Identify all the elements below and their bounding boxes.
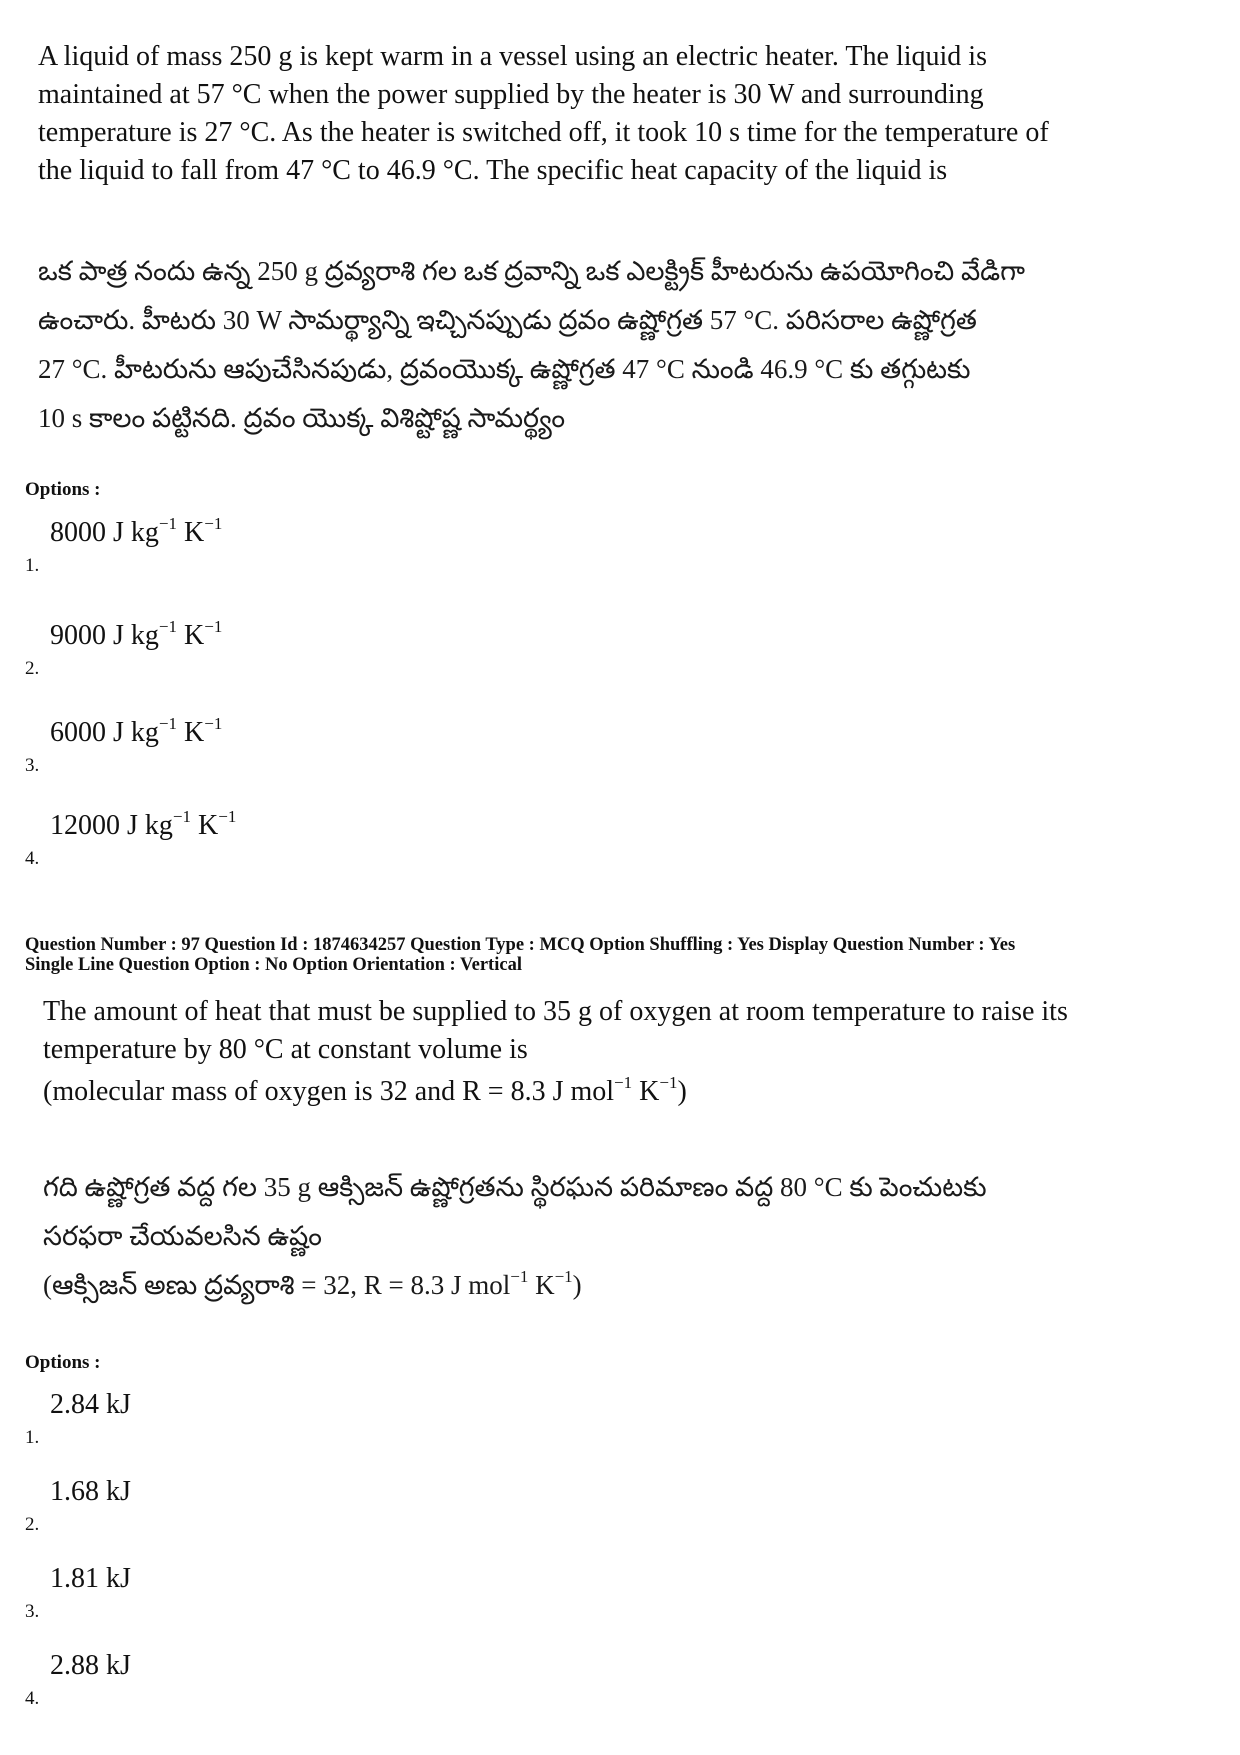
option-number: 1.: [25, 555, 40, 576]
options-label: Options :: [25, 1352, 101, 1373]
option-number: 4.: [25, 1688, 40, 1709]
q97-stem-english: [43, 993, 1153, 1111]
q97-option-4[interactable]: [25, 1650, 425, 1710]
q97-stem-telugu: [43, 1163, 1153, 1310]
stem-line: maintained at 57 °C when the power supplied by the heater is 30 W and surrounding: [38, 79, 984, 110]
stem-line: temperature by 80 °C at constant volume is: [43, 1034, 528, 1065]
q97-option-1[interactable]: [25, 1389, 425, 1449]
q96-option-1[interactable]: [25, 514, 425, 577]
option-text: 9000 J $kg^{-1}$ $K^{-1}$: [50, 617, 223, 651]
question-meta-line: Single Line Question Option : No Option Orientation : Vertical: [25, 955, 522, 975]
stem-line-telugu: గది ఉష్ణోగ్రత వద్ద గల 35 g ఆక్సిజన్ ఉష్ణోగ్రతను స్థిరఘన పరిమాణం వద్ద 80 °C కు పెంచుటకు: [43, 1172, 987, 1202]
option-number: 2.: [25, 1514, 40, 1535]
q96-option-4[interactable]: [25, 807, 425, 870]
option-number: 3.: [25, 1601, 40, 1622]
option-text: 2.88 kJ: [50, 1650, 131, 1681]
options-label: Options :: [25, 479, 101, 500]
stem-line: the liquid to fall from 47 °C to 46.9 °C. The specific heat capacity of the liquid is: [38, 155, 948, 186]
question-meta-line: Question Number : 97 Question Id : 1874634257 Question Type : MCQ Option Shuffling : Yes Display Question Number : Yes: [25, 935, 1016, 955]
stem-line-paren: (molecular mass of oxygen is 32 and R = 8.3 J mol$^{-1}$ $K^{-1}$): [43, 1073, 687, 1107]
stem-line-telugu-paren: (ఆక్సిజన్ అణు ద్రవ్యరాశి = 32, R = 8.3 J mol$^{-1}$ $K^{-1}$): [43, 1267, 582, 1300]
stem-line: The amount of heat that must be supplied to 35 g of oxygen at room temperature to raise its: [43, 996, 1068, 1027]
stem-line-telugu: ఒక పాత్ర నందు ఉన్న 250 g ద్రవ్యరాశి గల ఒక ద్రవాన్ని ఒక ఎలక్ట్రిక్ హీటరును ఉపయోగించి వేడిగా: [38, 256, 1025, 286]
q97-option-3[interactable]: [25, 1563, 425, 1623]
stem-line-telugu: 10 s కాలం పట్టినది. ద్రవం యొక్క విశిష్టోష్ణ సామర్థ్యం: [38, 403, 566, 433]
stem-line: A liquid of mass 250 g is kept warm in a vessel using an electric heater. The liquid is: [38, 41, 987, 72]
option-number: 1.: [25, 1427, 40, 1448]
q96-stem-english: [38, 38, 1148, 190]
option-text: 8000 J $kg^{-1}$ $K^{-1}$: [50, 514, 223, 548]
question-meta: [25, 935, 1225, 975]
option-number: 4.: [25, 848, 40, 869]
q96-option-2[interactable]: [25, 617, 425, 680]
option-text: 1.68 kJ: [50, 1476, 131, 1507]
option-number: 3.: [25, 755, 40, 776]
option-text: 1.81 kJ: [50, 1563, 131, 1594]
stem-line-telugu: 27 °C. హీటరును ఆపుచేసినపుడు, ద్రవంయొక్క ఉష్ణోగ్రత 47 °C నుండి 46.9 °C కు తగ్గుటకు: [38, 354, 971, 384]
stem-line: temperature is 27 °C. As the heater is switched off, it took 10 s time for the temperature of: [38, 117, 1049, 148]
option-text: 2.84 kJ: [50, 1389, 131, 1420]
option-number: 2.: [25, 658, 40, 679]
q96-stem-telugu: [38, 247, 1148, 443]
q97-option-2[interactable]: [25, 1476, 425, 1536]
q96-option-3[interactable]: [25, 714, 425, 777]
option-text: 6000 J $kg^{-1}$ $K^{-1}$: [50, 714, 223, 748]
stem-line-telugu: సరఫరా చేయవలసిన ఉష్ణం: [43, 1221, 322, 1251]
option-text: 12000 J $kg^{-1}$ $K^{-1}$: [50, 807, 237, 841]
stem-line-telugu: ఉంచారు. హీటరు 30 W సామర్థ్యాన్ని ఇచ్చినప్పుడు ద్రవం ఉష్ణోగ్రత 57 °C. పరిసరాల ఉష్ణోగ్రత: [38, 305, 977, 335]
